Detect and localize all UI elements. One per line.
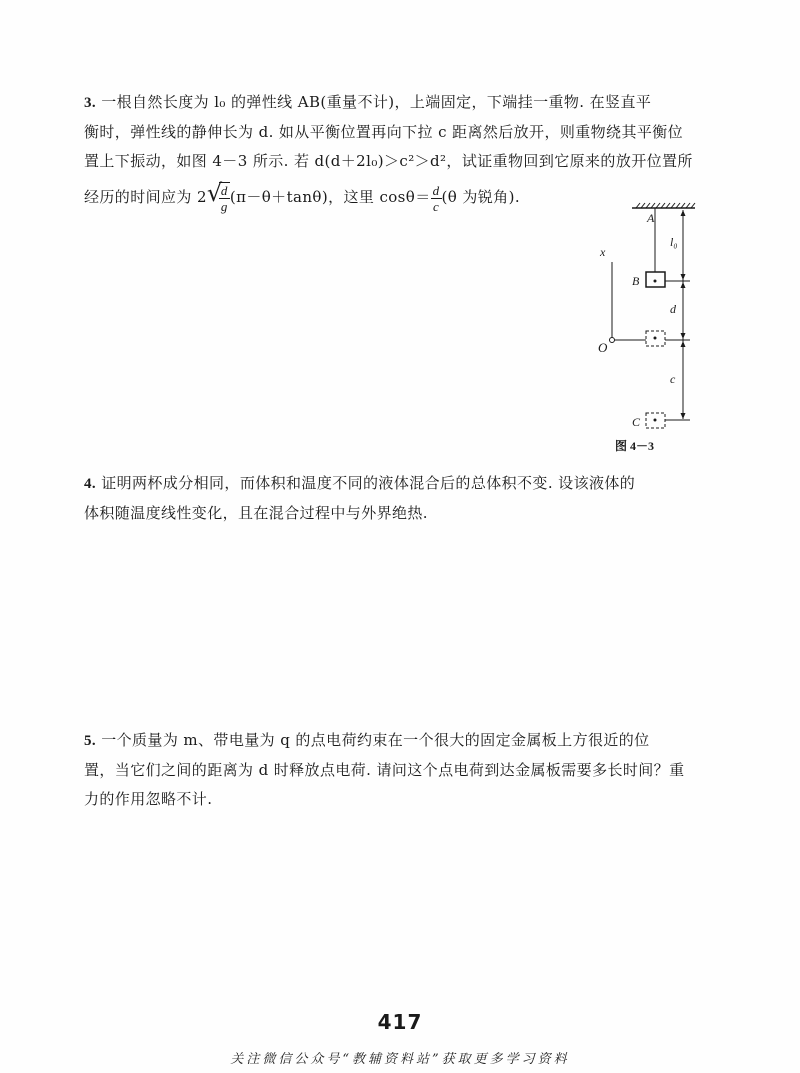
problem-5-number: 5. (84, 733, 97, 749)
problem-5-line-3: 力的作用忽略不计. (84, 790, 213, 808)
label-c: c (670, 372, 676, 386)
problem-5 (84, 726, 722, 814)
problem-4 (84, 469, 722, 528)
dim-arrow-d-bottom (681, 333, 686, 339)
label-A: A (647, 211, 655, 225)
label-B: B (632, 274, 640, 288)
dim-arrow-c-bottom (681, 413, 686, 419)
problem-3 (84, 88, 722, 214)
origin-point (610, 338, 615, 343)
problem-3-text-4a: 经历的时间应为 2 (84, 188, 207, 206)
problem-5-text-1: 一个质量为 m、带电量为 q 的点电荷约束在一个很大的固定金属板上方很近的位 (101, 731, 650, 749)
label-l0: l₀ (670, 235, 678, 249)
label-C: C (632, 415, 641, 429)
problem-3-line-1 (84, 88, 722, 118)
footer-watermark: 关注微信公众号“教辅资料站”获取更多学习资料 (230, 1052, 570, 1067)
cos-fraction (431, 183, 442, 214)
dim-arrow-c-top (681, 341, 686, 347)
weight-C-dot (654, 419, 657, 422)
problem-5-line-2: 置，当它们之间的距离为 d 时释放点电荷. 请问这个点电荷到达金属板需要多长时间？重 (84, 761, 685, 779)
weight-B-dot (654, 280, 657, 283)
sqrt-denominator: g (220, 199, 228, 214)
problem-4-line-2: 体积随温度线性变化，且在混合过程中与外界绝热. (84, 504, 428, 522)
page-number: 417 (377, 1010, 423, 1034)
weight-B (646, 272, 665, 287)
problem-3-number: 3. (84, 95, 97, 111)
problem-4-number: 4. (84, 476, 97, 492)
dim-arrow-l0-bottom (681, 274, 686, 280)
cos-denominator: c (432, 198, 440, 214)
problem-3-line-3: 置上下振动，如图 4－3 所示. 若 d(d＋2l₀)＞c²＞d²，试证重物回到它原来的放开位置所 (84, 152, 693, 170)
problem-3-text-1: 一根自然长度为 l₀ 的弹性线 AB(重量不计)，上端固定，下端挂一重物. 在竖直平 (101, 93, 652, 111)
label-x: x (600, 245, 606, 259)
sqrt-numerator: d (220, 183, 228, 198)
problem-3-text-4b: (π－θ＋tanθ)，这里 cosθ＝ (229, 188, 431, 206)
figure-4-3 (590, 200, 710, 455)
problem-3-text-4c: (θ 为锐角). (441, 188, 521, 206)
cos-numerator: d (432, 182, 440, 198)
problem-4-line-1 (84, 469, 722, 499)
problem-5-line-1 (84, 726, 722, 756)
label-O: O (598, 340, 608, 355)
weight-equilibrium-dot (654, 337, 657, 340)
dim-arrow-top (681, 210, 686, 216)
label-d: d (670, 302, 676, 316)
problem-4-text-1: 证明两杯成分相同，而体积和温度不同的液体混合后的总体积不变. 设该液体的 (101, 474, 636, 492)
problem-3-line-2: 衡时，弹性线的静伸长为 d. 如从平衡位置再向下拉 c 距离然后放开，则重物绕其平衡位 (84, 123, 684, 141)
sqrt-expression: √ $\frac{d}{g}$ (206, 179, 228, 214)
figure-caption: 图 4－3 (615, 439, 655, 453)
dim-arrow-d-top (681, 282, 686, 288)
